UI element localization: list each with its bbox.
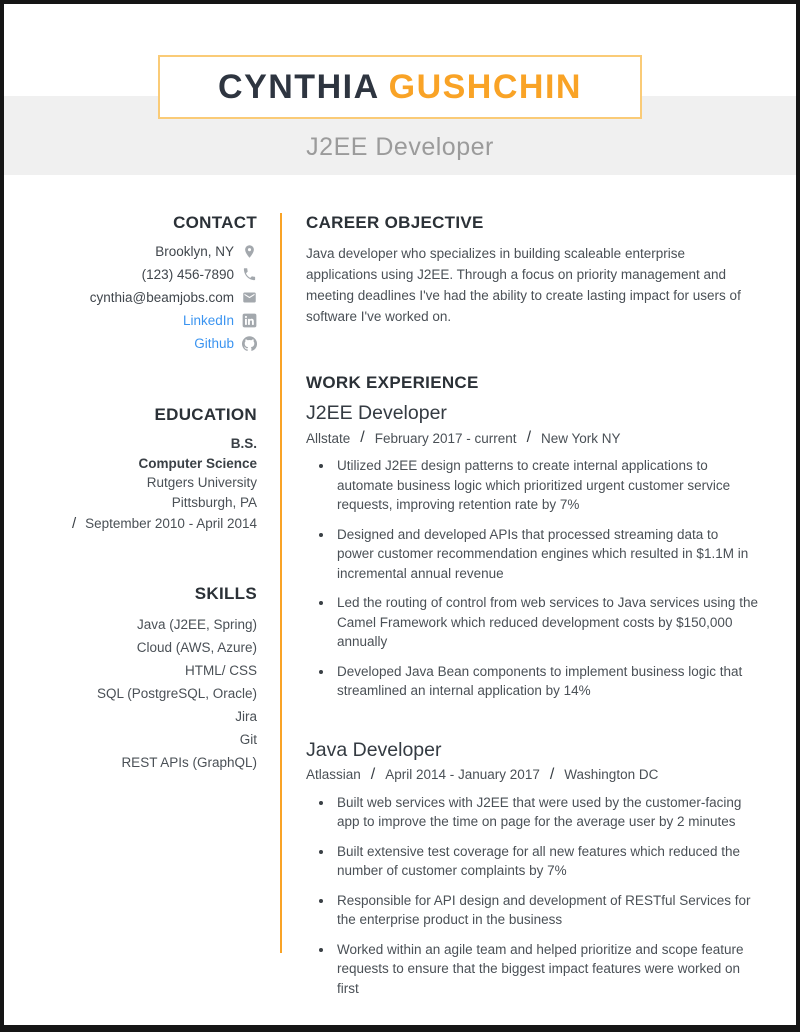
job-company: Allstate	[306, 430, 351, 446]
contact-section	[4, 213, 257, 355]
email-icon	[242, 290, 257, 305]
job-bullet: • Worked within an agile team and helped prioritize and scope feature requests to ensure that the biggest impact features were worked on first	[334, 940, 758, 999]
linkedin-link[interactable]: LinkedIn	[182, 313, 234, 328]
career-objective-heading: CAREER OBJECTIVE	[306, 213, 484, 232]
candidate-name	[218, 68, 582, 107]
job-meta	[306, 429, 758, 447]
job-entry	[306, 739, 758, 999]
job-bullet: • Designed and developed APIs that processed streaming data to power customer recommendation engines which resulted in $1.1M in incremental annual revenue	[334, 525, 758, 584]
job-bullet: • Led the routing of control from web services to Java services using the Camel Framework which reduced development costs by $150,000 annually	[334, 593, 758, 652]
job-bullet: • Developed Java Bean components to implement business logic that streamlined an internal application by 14%	[334, 662, 758, 701]
education-dates-row	[4, 514, 257, 534]
job-bullets	[306, 793, 758, 999]
contact-item-phone	[4, 263, 257, 286]
skills-heading: SKILLS	[194, 583, 257, 603]
contact-heading: CONTACT	[173, 213, 257, 232]
skill-item: Jira	[235, 708, 257, 724]
skill-item: SQL (PostgreSQL, Oracle)	[96, 685, 257, 701]
contact-item-linkedin	[4, 309, 257, 332]
education-heading: EDUCATION	[154, 405, 257, 424]
education-degree: B.S.	[230, 436, 257, 451]
job-dates: April 2014 - January 2017	[385, 767, 540, 782]
date-slash: /	[71, 515, 77, 533]
education-school: Rutgers University	[146, 475, 257, 490]
contact-location-label: Brooklyn, NY	[155, 244, 234, 259]
right-column	[280, 175, 796, 1008]
contact-item-email	[4, 286, 257, 309]
skills-section	[4, 584, 257, 774]
career-objective-text: Java developer who specializes in building scaleable enterprise applications using J2EE. Through a focus on priority management and meeting deadlines I've had the ability to create lasting impact for users of software I've worked on.	[306, 246, 741, 324]
job-bullet: • Built web services with J2EE that were used by the customer-facing app to improve the time on page for the average user by 2 minutes	[334, 793, 758, 832]
main-content	[4, 175, 796, 1008]
career-objective-section	[306, 213, 758, 327]
github-icon[interactable]	[242, 336, 257, 351]
linkedin-icon[interactable]	[242, 313, 257, 328]
job-bullets	[306, 456, 758, 701]
job-entry	[306, 402, 758, 701]
job-bullet: • Responsible for API design and development of RESTful Services for the enterprise product in the business	[334, 891, 758, 930]
job-meta	[306, 766, 758, 784]
skill-item: Cloud (AWS, Azure)	[136, 639, 257, 655]
job-title: J2EE Developer	[306, 402, 447, 424]
education-section	[4, 405, 257, 534]
name-box	[158, 55, 642, 119]
contact-item-github	[4, 332, 257, 355]
skills-list	[4, 613, 257, 774]
meta-slash: /	[526, 429, 532, 446]
candidate-last-name: GUSHCHIN	[388, 67, 582, 106]
skill-item: Git	[239, 731, 257, 747]
work-experience-section	[306, 373, 758, 998]
skill-item: HTML/ CSS	[184, 662, 257, 678]
education-location: Pittsburgh, PA	[171, 494, 257, 510]
contact-email-label: cynthia@beamjobs.com	[89, 290, 234, 305]
education-dates: September 2010 - April 2014	[85, 516, 257, 531]
phone-icon	[242, 267, 257, 282]
job-bullet: • Built extensive test coverage for all new features which reduced the number of customer complaints by 7%	[334, 842, 758, 881]
meta-slash: /	[370, 765, 376, 783]
job-dates: February 2017 - current	[374, 430, 517, 446]
contact-rows	[4, 240, 257, 355]
meta-slash: /	[360, 429, 365, 446]
education-major: Computer Science	[138, 455, 257, 471]
skill-item: REST APIs (GraphQL)	[121, 754, 257, 770]
skill-item: Java (J2EE, Spring)	[136, 616, 257, 632]
job-company: Atlassian	[306, 767, 361, 782]
job-role-subtitle: J2EE Developer	[306, 133, 494, 161]
contact-phone-label: (123) 456-7890	[141, 267, 234, 282]
job-title: Java Developer	[306, 738, 442, 761]
job-location: New York NY	[541, 430, 621, 446]
github-link[interactable]: Github	[194, 336, 234, 351]
contact-item-location	[4, 240, 257, 263]
meta-slash: /	[549, 765, 555, 783]
education-lines	[4, 434, 257, 534]
work-experience-heading: WORK EXPERIENCE	[306, 373, 479, 392]
job-bullet: • Utilized J2EE design patterns to create internal applications to automate business logic which prioritized urgent customer service requests, improving retention rate by 7%	[334, 456, 758, 515]
job-location: Washington DC	[564, 767, 659, 782]
left-column	[4, 175, 280, 1008]
candidate-first-name: CYNTHIA	[218, 67, 380, 106]
column-divider	[280, 213, 282, 953]
location-pin-icon	[242, 244, 257, 259]
